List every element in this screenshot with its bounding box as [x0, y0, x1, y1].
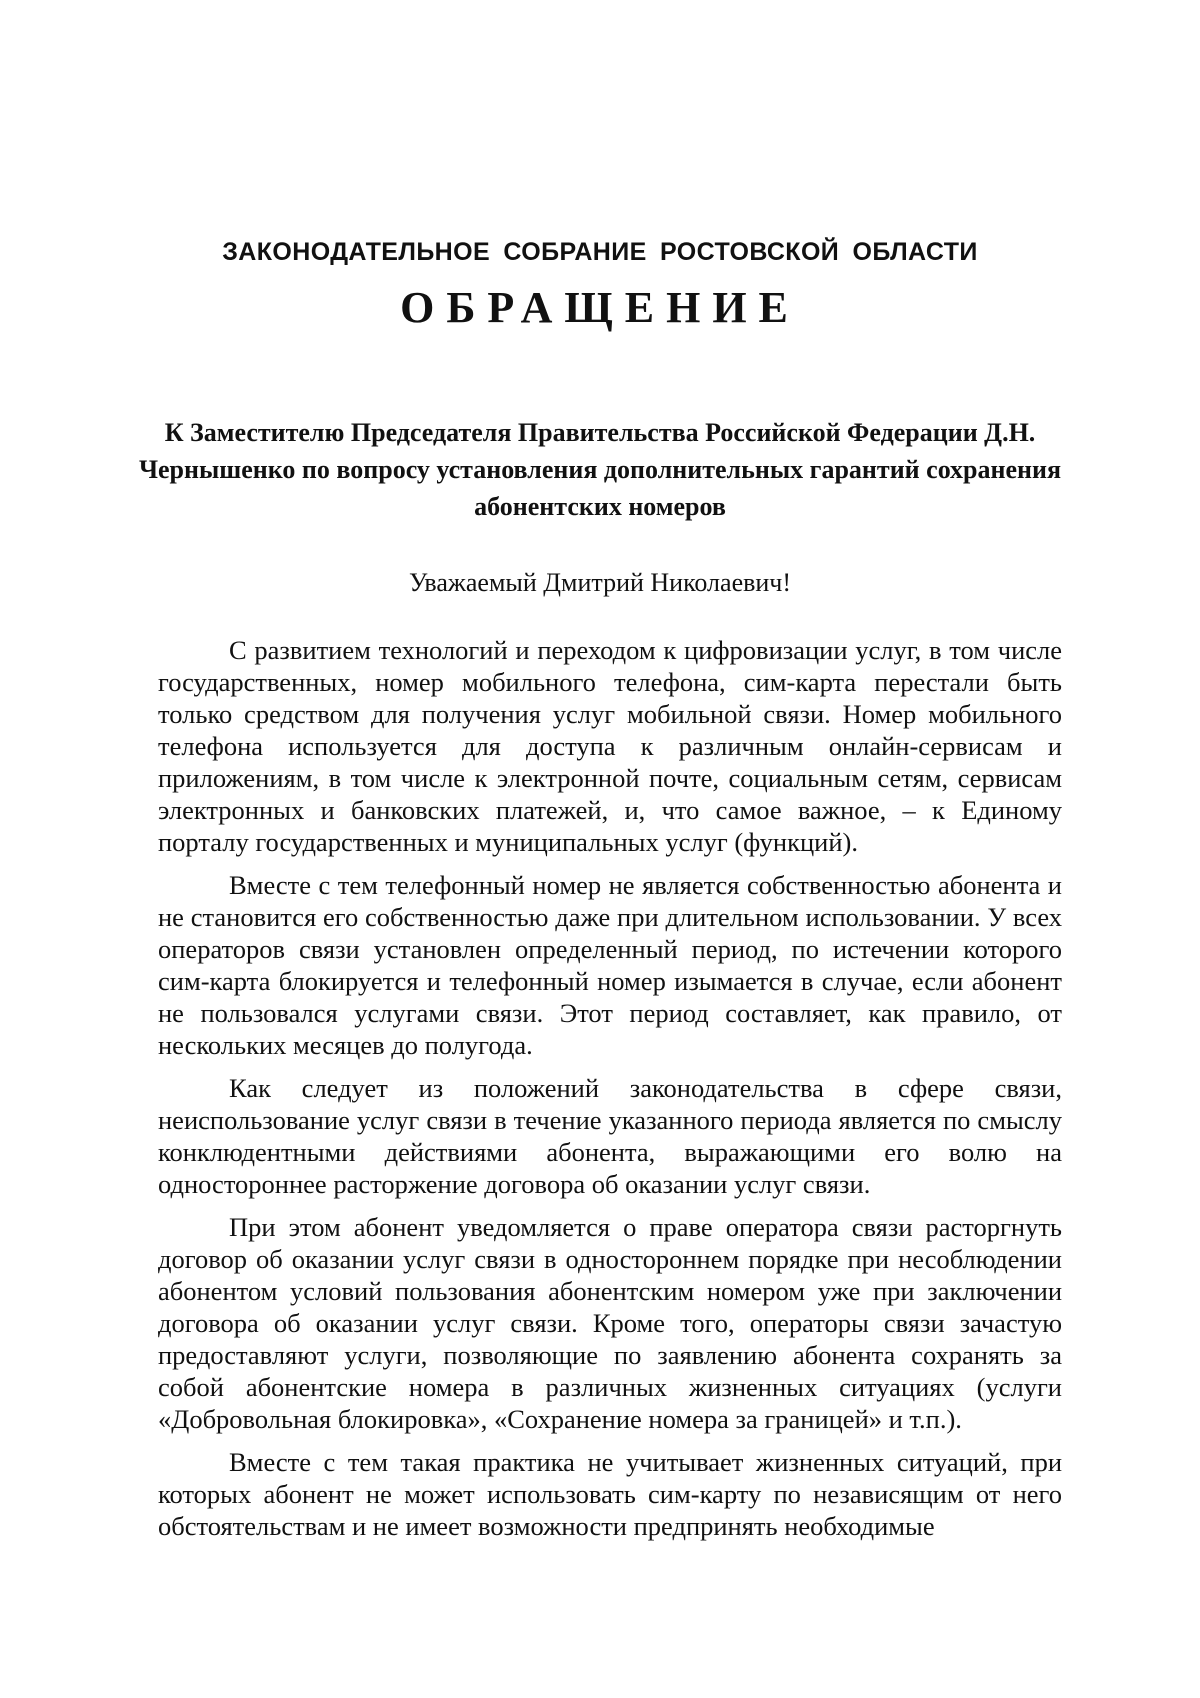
- body-text: [158, 634, 1062, 1553]
- paragraph: Вместе с тем такая практика не учитывает жизненных ситуаций, при которых абонент не может использовать сим-карту по независящим от него обстоятельствам и не имеет возможности предпринять необходимые: [158, 1447, 1062, 1541]
- document-type-title: ОБРАЩЕНИЕ: [400, 283, 800, 332]
- paragraph: При этом абонент уведомляется о праве оператора связи расторгнуть договор об оказании услуг связи в одностороннем порядке при несоблюдении абонентом условий пользования абонентским номером уже при заключении договора об оказании услуг связи. Кроме того, операторы связи зачастую предоставляют услуги, позволяющие по заявлению абонента сохранять за собой абонентские номера в различных жизненных ситуациях (услуги «Добровольная блокировка», «Сохранение номера за границей» и т.п.).: [158, 1212, 1062, 1434]
- paragraph: Как следует из положений законодательства в сфере связи, неиспользование услуг связи в течение указанного периода является по смыслу конклюдентными действиями абонента, выражающими его волю на одностороннее расторжение договора об оказании услуг связи.: [158, 1073, 1062, 1199]
- paragraph: Вместе с тем телефонный номер не является собственностью абонента и не становится его собственностью даже при длительном использовании. У всех операторов связи установлен определенный период, по истечении которого сим-карта блокируется и телефонный номер изымается в случае, если абонент не пользовался услугами связи. Этот период составляет, как правило, от нескольких месяцев до полугода.: [158, 870, 1062, 1060]
- salutation: Уважаемый Дмитрий Николаевич!: [408, 568, 792, 597]
- organization-heading: ЗАКОНОДАТЕЛЬНОЕ СОБРАНИЕ РОСТОВСКОЙ ОБЛАСТИ: [222, 238, 978, 266]
- subject-heading: К Заместителю Председателя Правительства Российской Федерации Д.Н. Чернышенко по вопросу установления дополнительных гарантий сохранения абонентских номеров: [138, 418, 1062, 521]
- paragraph: С развитием технологий и переходом к цифровизации услуг, в том числе государственных, номер мобильного телефона, сим-карта перестали быть только средством для получения услуг мобильной связи. Номер мобильного телефона используется для доступа к различным онлайн-сервисам и приложениям, в том числе к электронной почте, социальным сетям, сервисам электронных и банковских платежей, и, что самое важное, – к Единому порталу государственных и муниципальных услуг (функций).: [158, 635, 1062, 857]
